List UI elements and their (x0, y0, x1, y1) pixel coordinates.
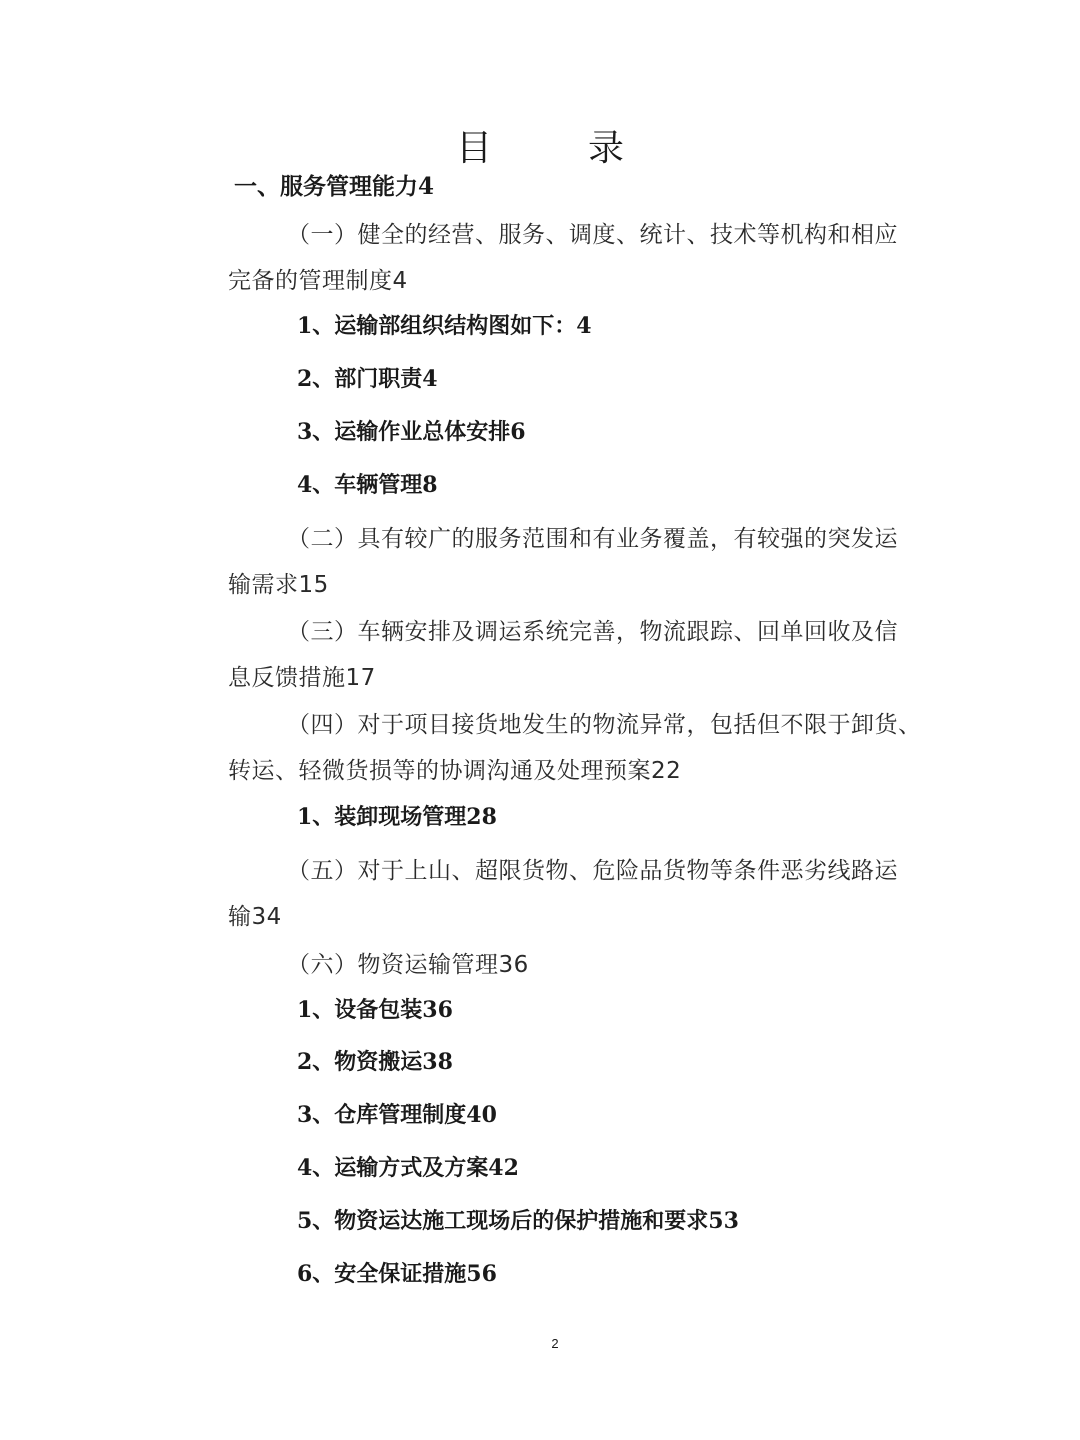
toc-subsection-3-line2[interactable]: 息反馈措施17 (228, 665, 376, 691)
toc-item-1-1-4[interactable]: 4、车辆管理8 (297, 472, 438, 498)
page-number: 2 (551, 1336, 559, 1351)
toc-item-1-6-5[interactable]: 5、物资运达施工现场后的保护措施和要求53 (297, 1208, 739, 1234)
page-title: 目 录 (455, 128, 654, 169)
toc-item-1-6-4[interactable]: 4、运输方式及方案42 (297, 1155, 519, 1181)
toc-subsection-5-line2[interactable]: 输34 (228, 904, 282, 930)
toc-subsection-4-line1[interactable]: （四）对于项目接货地发生的物流异常，包括但不限于卸货、 (287, 712, 922, 738)
toc-subsection-3-line1[interactable]: （三）车辆安排及调运系统完善，物流跟踪、回单回收及信 (287, 619, 898, 645)
toc-item-1-6-2[interactable]: 2、物资搬运38 (297, 1049, 453, 1075)
toc-section-1[interactable]: 一、服务管理能力4 (234, 173, 435, 200)
toc-subsection-1-line1[interactable]: （一）健全的经营、服务、调度、统计、技术等机构和相应 (287, 222, 898, 248)
toc-subsection-6[interactable]: （六）物资运输管理36 (287, 952, 529, 978)
toc-subsection-2-line2[interactable]: 输需求15 (228, 572, 329, 598)
toc-subsection-1-line2[interactable]: 完备的管理制度4 (228, 268, 408, 294)
toc-item-1-4-1[interactable]: 1、装卸现场管理28 (297, 804, 497, 830)
toc-item-1-1-3[interactable]: 3、运输作业总体安排6 (297, 419, 526, 445)
toc-subsection-5-line1[interactable]: （五）对于上山、超限货物、危险品货物等条件恶劣线路运 (287, 858, 898, 884)
toc-subsection-2-line1[interactable]: （二）具有较广的服务范围和有业务覆盖，有较强的突发运 (287, 526, 898, 552)
toc-item-1-1-2[interactable]: 2、部门职责4 (297, 366, 438, 392)
toc-item-1-6-3[interactable]: 3、仓库管理制度40 (297, 1102, 497, 1128)
toc-subsection-4-line2[interactable]: 转运、轻微货损等的协调沟通及处理预案22 (228, 758, 682, 784)
toc-item-1-6-1[interactable]: 1、设备包装36 (297, 997, 453, 1023)
toc-item-1-1-1[interactable]: 1、运输部组织结构图如下：4 (297, 313, 592, 339)
toc-item-1-6-6[interactable]: 6、安全保证措施56 (297, 1261, 497, 1287)
